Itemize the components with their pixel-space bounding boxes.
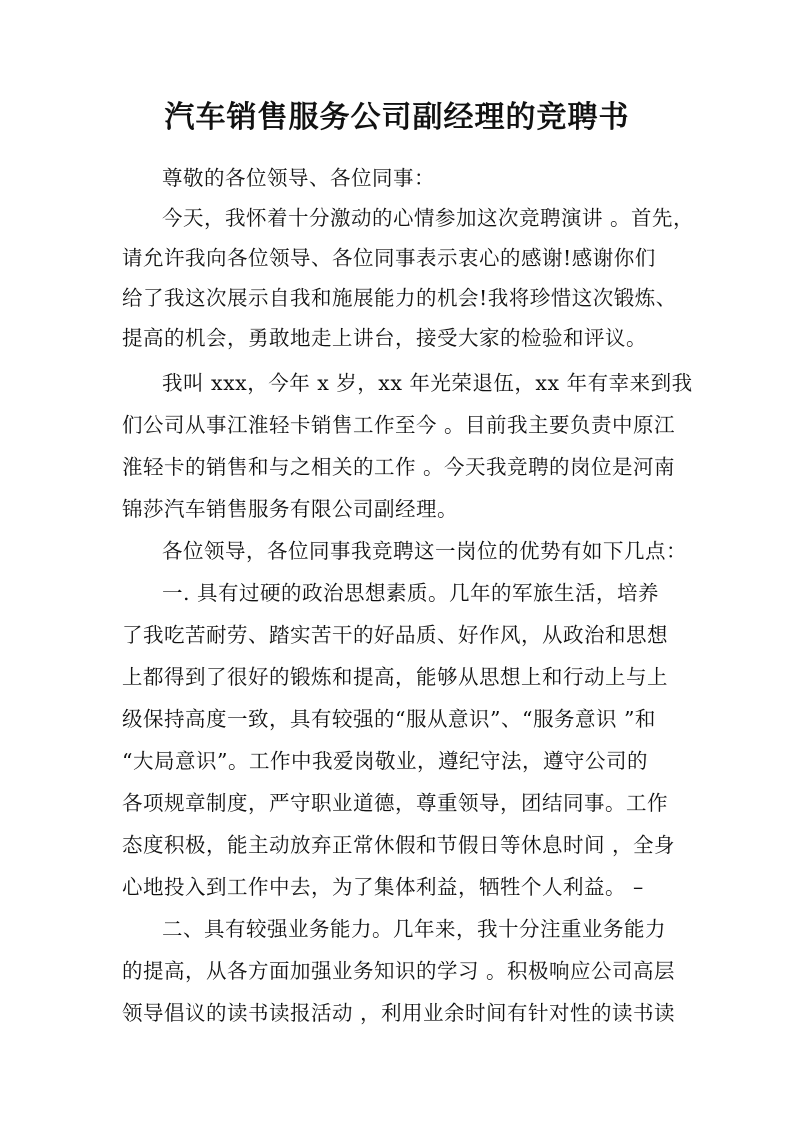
paragraph-line: 态度积极，能主动放弃正常休假和节假日等休息时间 ，全身	[122, 833, 676, 857]
paragraph-line: 心地投入到工作中去，为了集体利益，牺牲个人利益。 –	[122, 875, 644, 899]
paragraph-line: “大局意识”。工作中我爱岗敬业，遵纪守法，遵守公司的	[122, 749, 648, 773]
paragraph-line: 各项规章制度，严守职业道德，尊重领导，团结同事。工作	[122, 791, 668, 815]
paragraph-line: 一. 具有过硬的政治思想素质。几年的军旅生活，培养	[162, 581, 660, 605]
paragraph-line: 上都得到了很好的锻炼和提高，能够从思想上和行动上与上	[122, 665, 668, 689]
paragraph-line: 今天，我怀着十分激动的心情参加这次竞聘演讲 。首先，	[162, 206, 695, 230]
paragraph-line: 的提高，从各方面加强业务知识的学习 。积极响应公司高层	[122, 959, 676, 983]
paragraph-line: 提高的机会，勇敢地走上讲台，接受大家的检验和评议。	[122, 326, 647, 350]
salutation-line: 尊敬的各位领导、各位同事：	[162, 166, 435, 190]
document-title: 汽车销售服务公司副经理的竞聘书	[164, 100, 630, 135]
paragraph-line: 锦莎汽车销售服务有限公司副经理。	[122, 497, 458, 521]
paragraph-line: 各位领导，各位同事我竞聘这一岗位的优势有如下几点：	[162, 539, 687, 563]
paragraph-line: 我叫 xxx，今年 x 岁，xx 年光荣退伍，xx 年有幸来到我	[162, 371, 693, 395]
paragraph-line: 给了我这次展示自我和施展能力的机会!我将珍惜这次锻炼、	[122, 286, 677, 310]
paragraph-line: 了我吃苦耐劳、踏实苦干的好品质、好作风，从政治和思想	[122, 623, 668, 647]
paragraph-line: 们公司从事江淮轻卡销售工作至今 。目前我主要负责中原江	[122, 413, 676, 437]
paragraph-line: 请允许我向各位领导、各位同事表示衷心的感谢!感谢你们	[122, 246, 656, 270]
paragraph-line: 领导倡议的读书读报活动 ，利用业余时间有针对性的读书读	[122, 1001, 676, 1025]
paragraph-line: 级保持高度一致，具有较强的“服从意识”、“服务意识 ”和	[122, 707, 656, 731]
paragraph-line: 二、具有较强业务能力。几年来，我十分注重业务能力	[162, 917, 666, 941]
paragraph-line: 淮轻卡的销售和与之相关的工作 。今天我竞聘的岗位是河南	[122, 455, 676, 479]
